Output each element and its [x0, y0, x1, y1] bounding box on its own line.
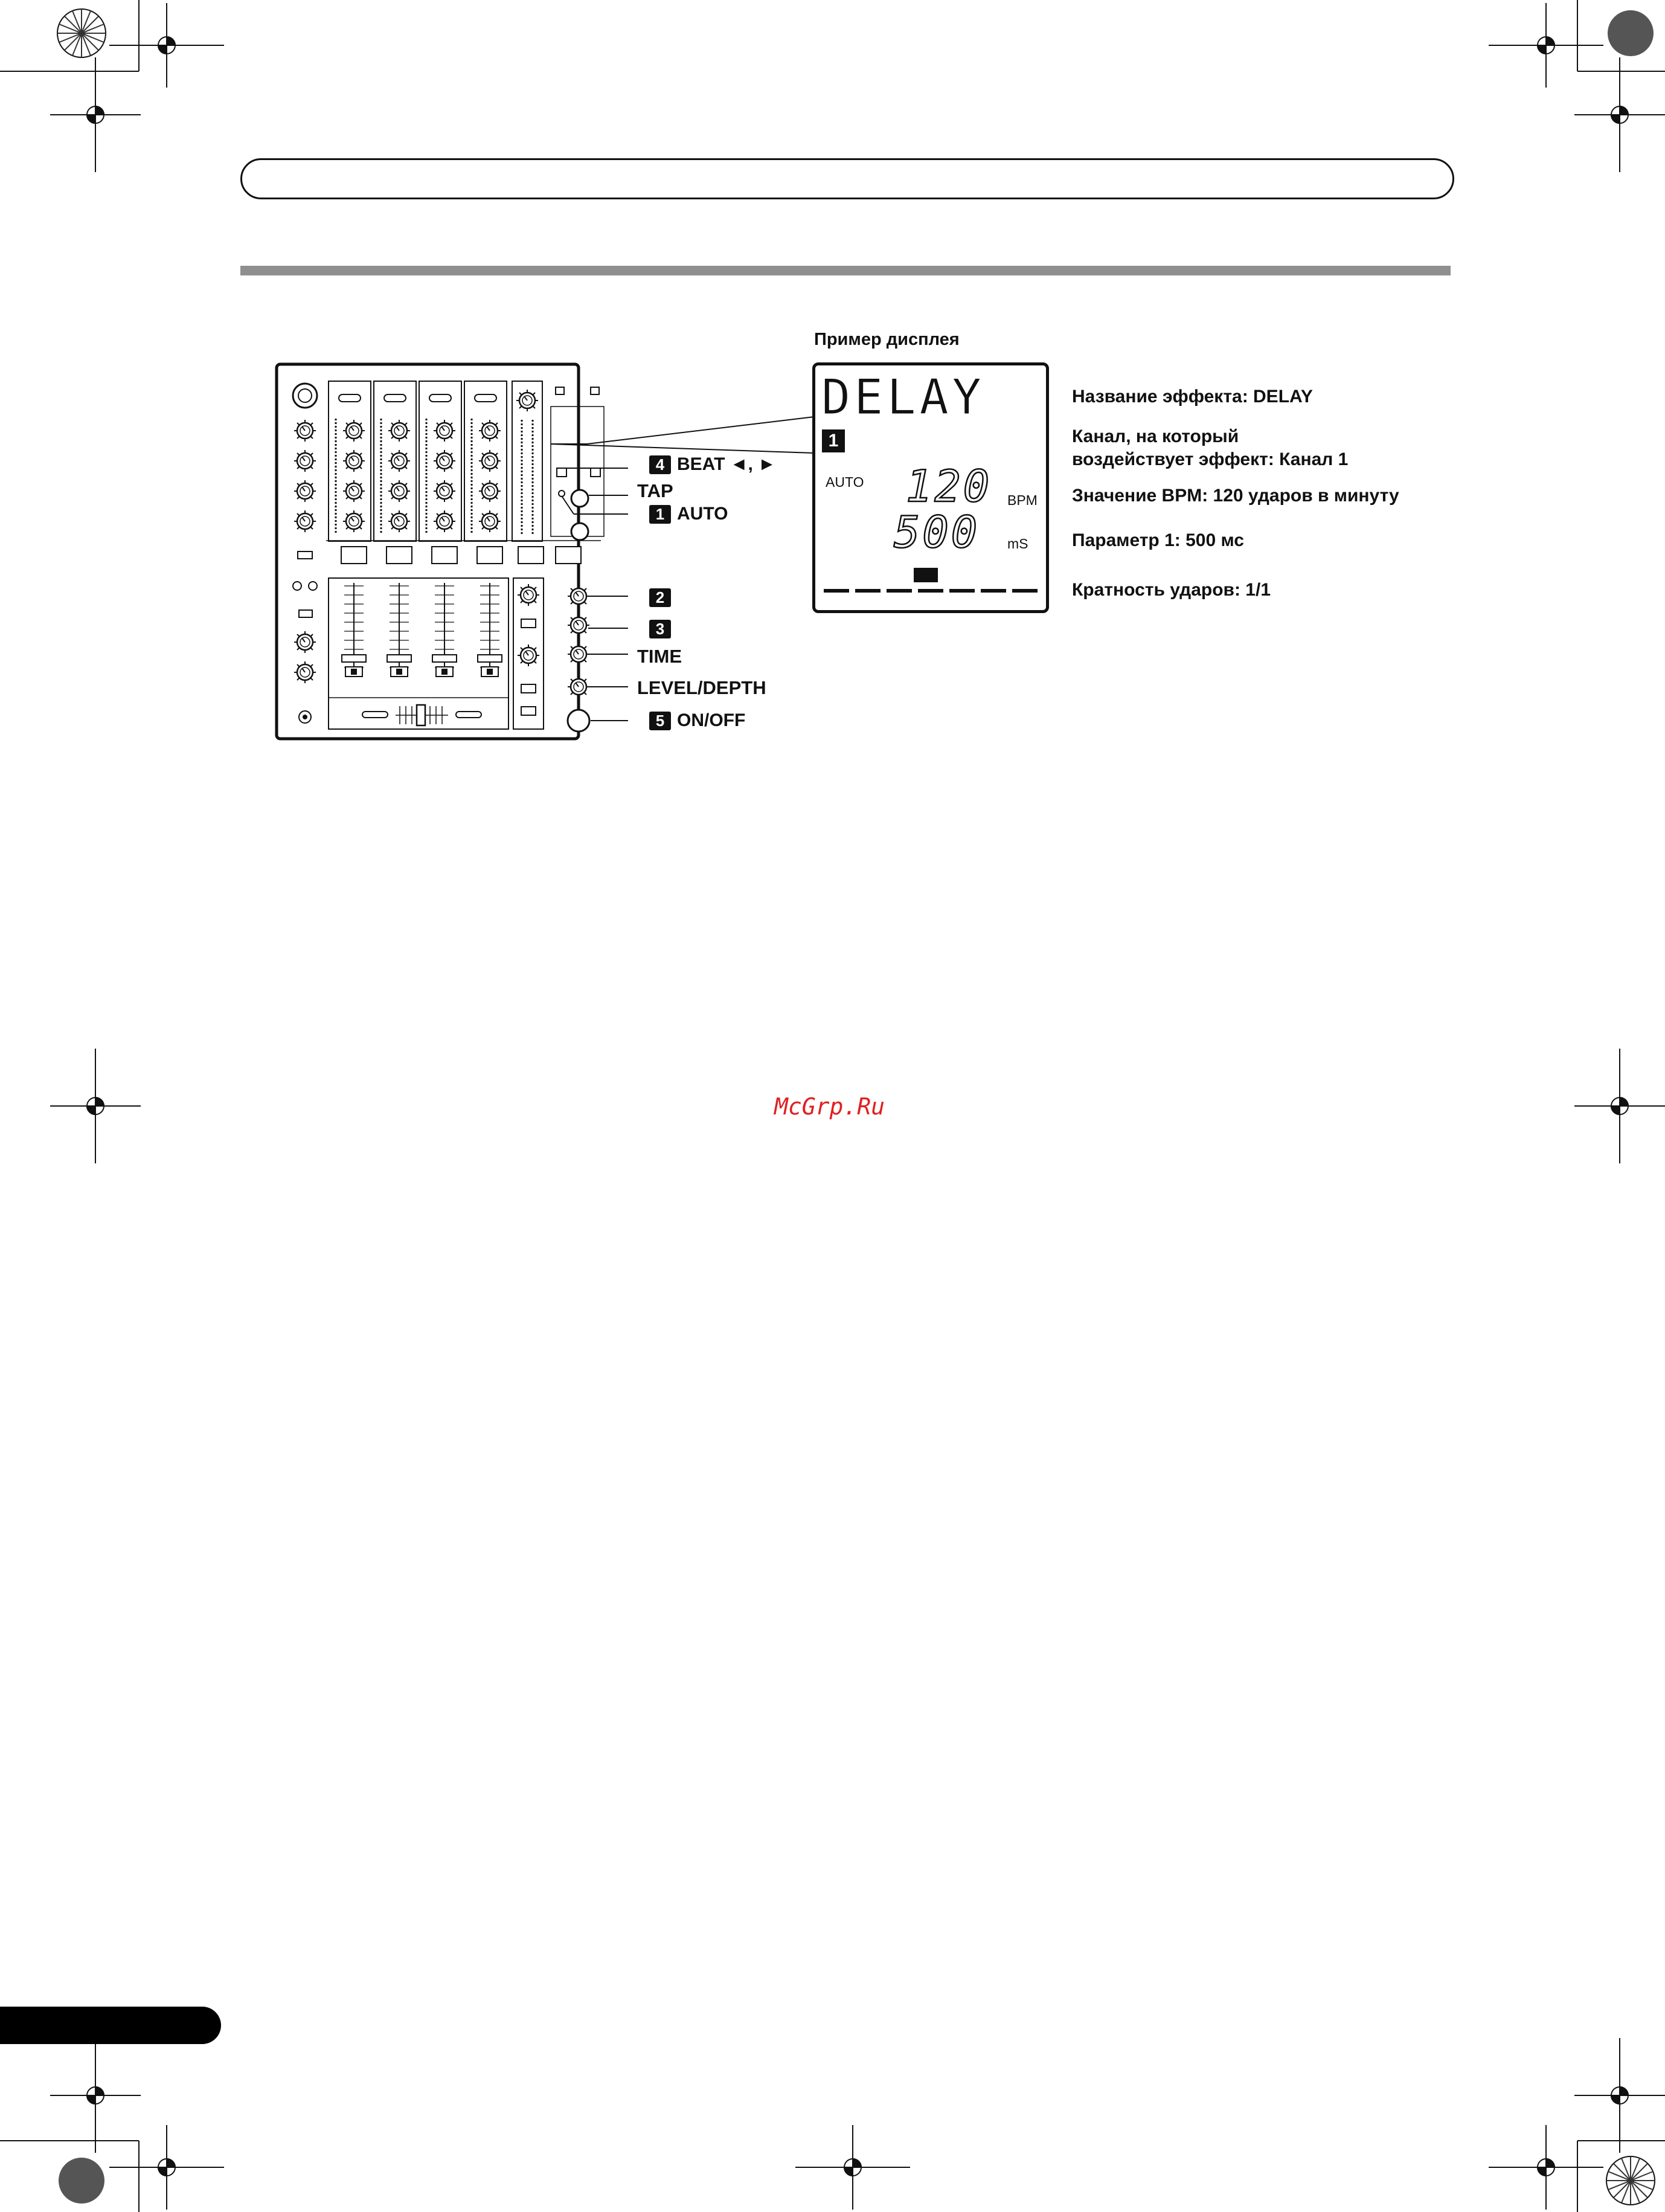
lcd-beat-segments — [824, 589, 1040, 593]
auto-badge: 1 — [649, 505, 671, 524]
lcd-beat-pointer — [914, 568, 938, 582]
desc-channel-line1: Канал, на который — [1072, 426, 1239, 446]
level-depth-label: LEVEL/DEPTH — [637, 677, 766, 698]
beat-label: BEAT ◄, ► — [677, 454, 776, 474]
desc-channel-line2: воздействует эффект: Канал 1 — [1072, 449, 1349, 469]
onoff-badge: 5 — [649, 712, 671, 730]
chapter-header-bar — [240, 158, 1454, 199]
tap-label: TAP — [637, 480, 673, 501]
lcd-auto-indicator: AUTO — [826, 474, 864, 490]
auto-callout — [649, 504, 728, 524]
display-example-title: Пример дисплея — [814, 330, 960, 349]
desc-bpm: Значение BPM: 120 ударов в минуту — [1072, 486, 1399, 506]
param3-badge: 3 — [649, 620, 671, 638]
lcd-channel-badge: 1 — [822, 429, 845, 452]
beat-callout — [649, 454, 776, 475]
desc-beat-ratio: Кратность ударов: 1/1 — [1072, 580, 1271, 600]
param2-callout — [649, 587, 671, 608]
lcd-ms-unit: mS — [1007, 536, 1028, 551]
lcd-ms-value: 500 — [894, 507, 980, 558]
auto-control-label: AUTO — [677, 504, 728, 524]
lcd-bpm-unit: BPM — [1007, 492, 1038, 508]
mixer-panel-illustration — [272, 359, 891, 746]
desc-effect-name: Название эффекта: DELAY — [1072, 387, 1313, 407]
lcd-display — [812, 362, 1049, 613]
page-number-tab — [0, 2007, 221, 2044]
desc-param1: Параметр 1: 500 мс — [1072, 530, 1244, 550]
beat-badge: 4 — [649, 455, 671, 474]
lcd-effect-name: DELAY — [821, 369, 985, 425]
lcd-bpm-value: 120 — [906, 461, 992, 512]
watermark-text: McGrp.Ru — [774, 1093, 885, 1120]
onoff-label: ON/OFF — [677, 710, 746, 730]
param2-badge: 2 — [649, 588, 671, 607]
param3-callout — [649, 619, 671, 639]
time-label: TIME — [637, 646, 682, 667]
onoff-callout — [649, 710, 745, 731]
section-divider — [240, 266, 1451, 275]
